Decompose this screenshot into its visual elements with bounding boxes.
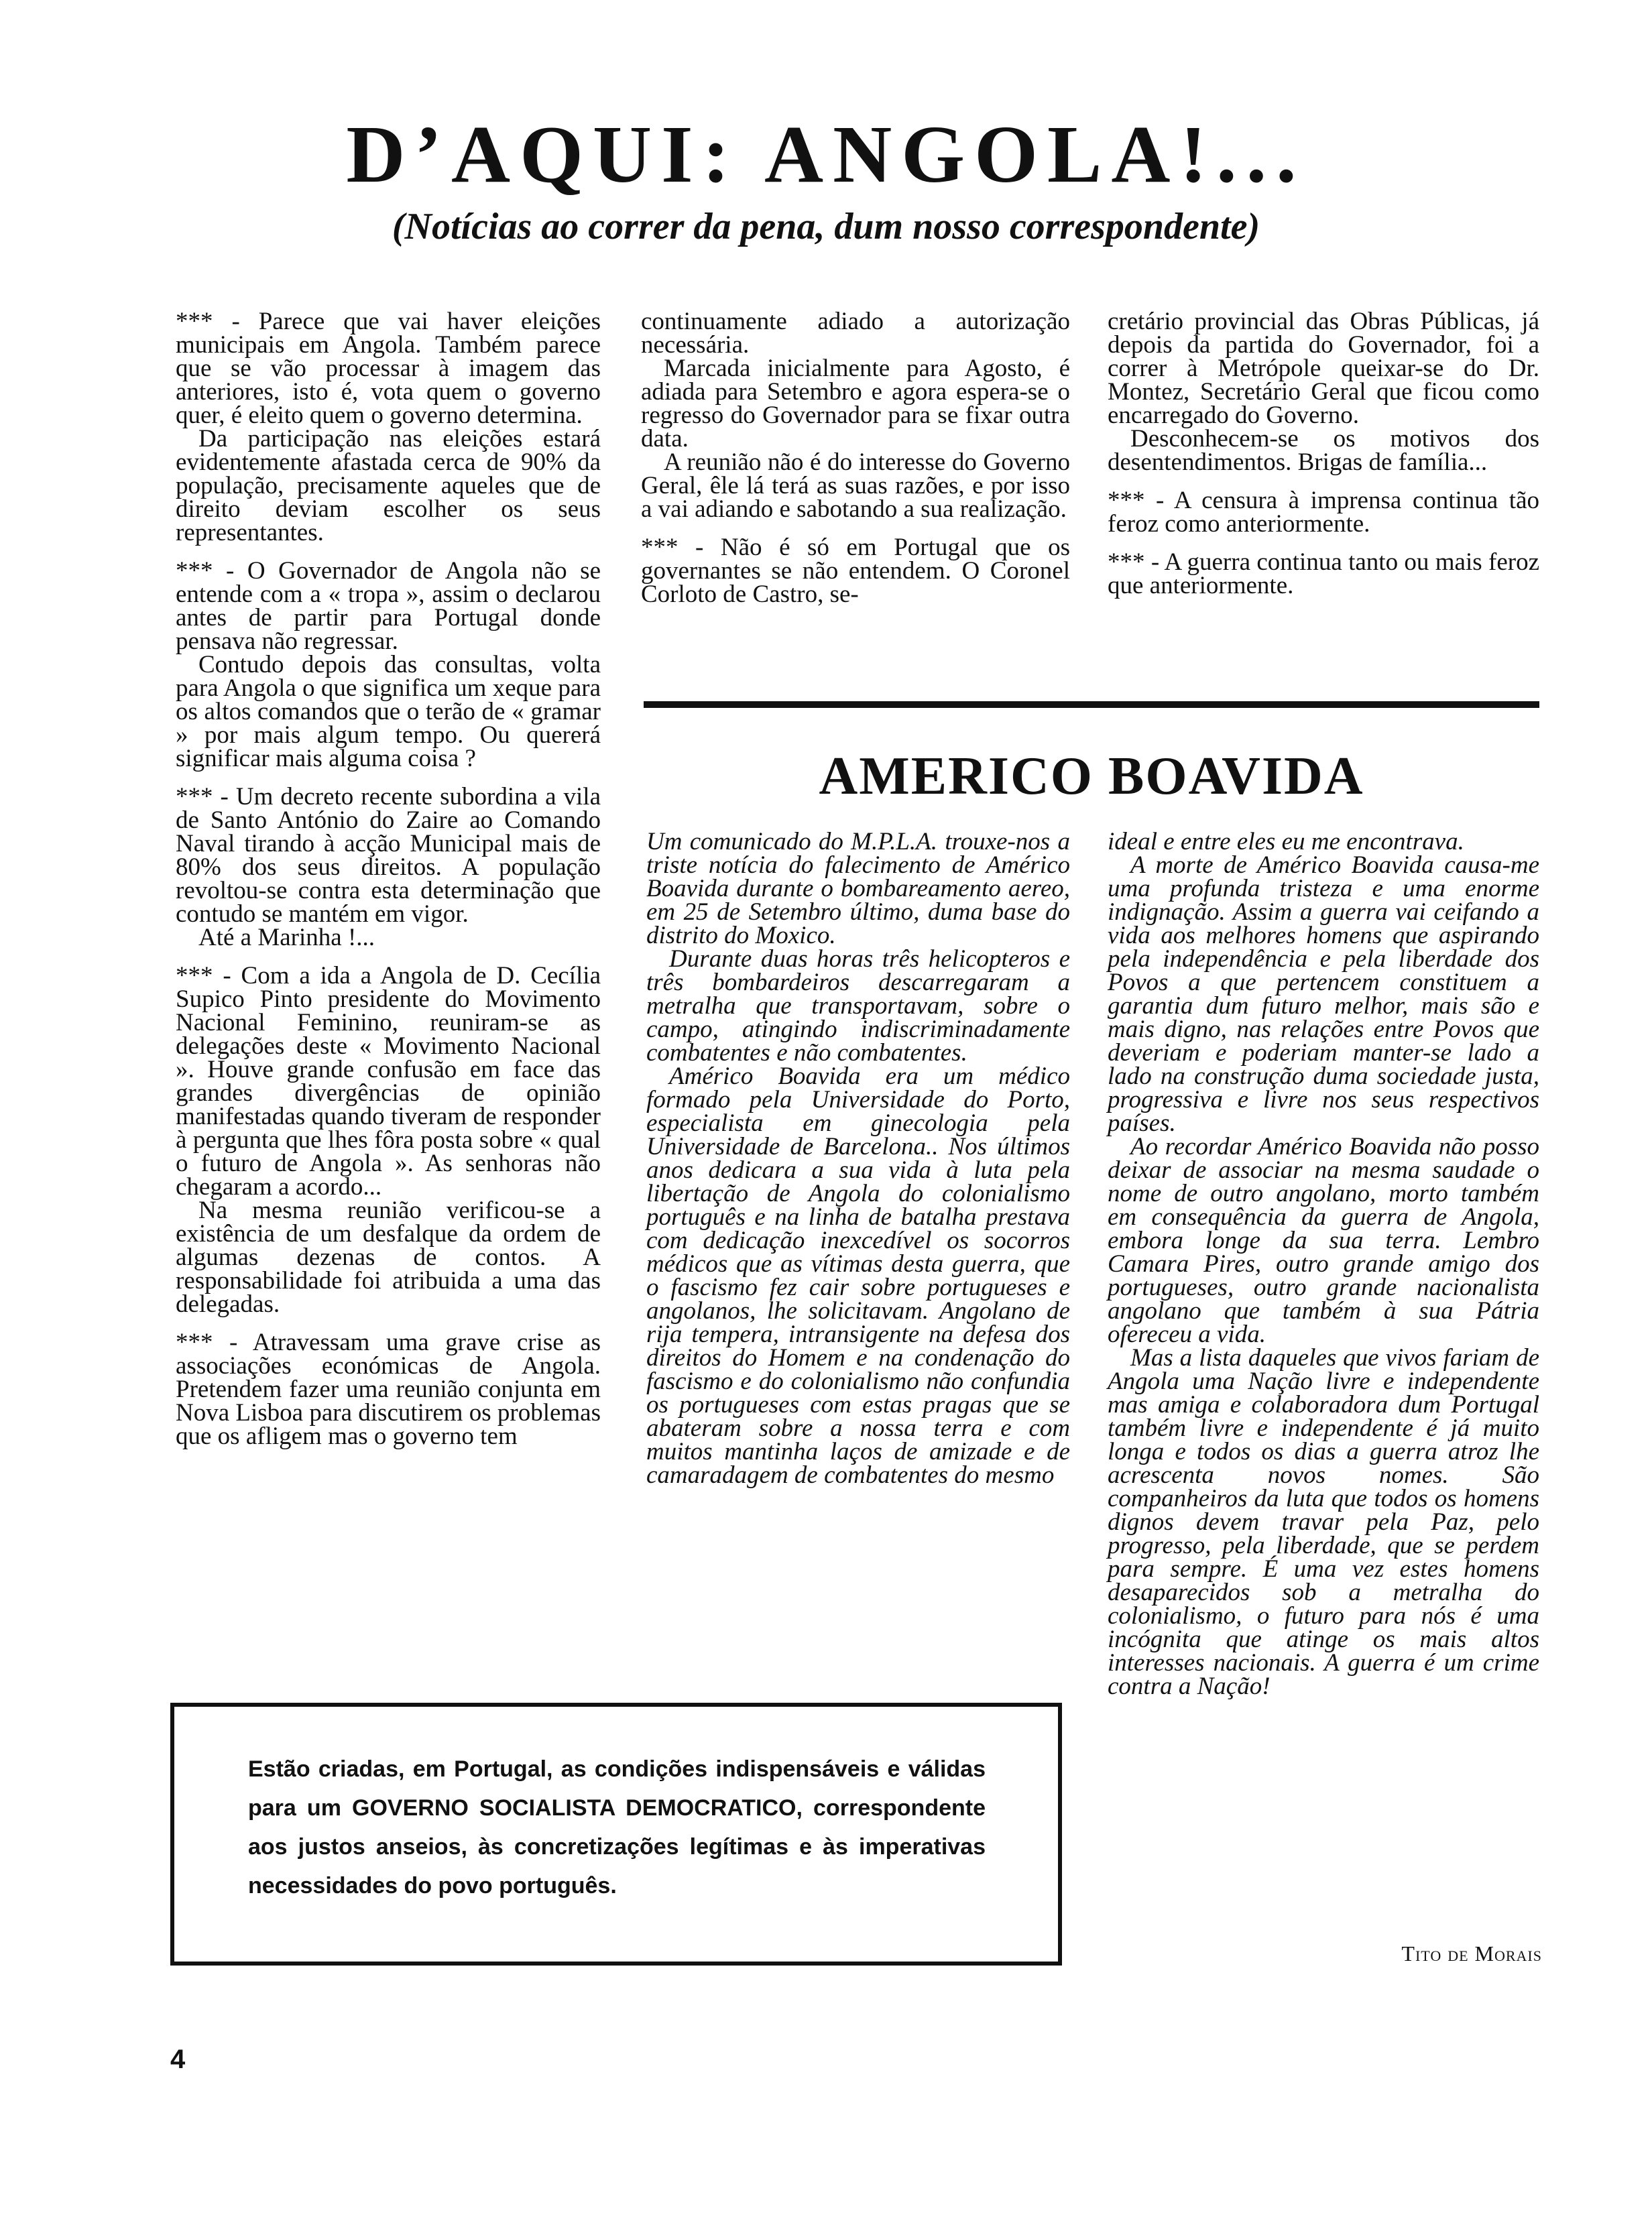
news-paragraph: A reunião não é do interesse do Governo Geral, êle lá terá as suas razões, e por isso a vai adiando e sabotando a sua realização.	[641, 448, 1070, 523]
article-paragraph: ideal e entre eles eu me encontrava.	[1108, 828, 1464, 855]
article-paragraph: Américo Boavida era um médico formado pela Universidade do Porto, especialista em ginecologia pela Universidade de Barcelona.. Nos últimos anos dedicara a sua vida à luta pela libertação de Angola do colonialismo português e na linha de batalha prestava com dedicação inexcedível os socorros médicos que as vítimas desta guerra, que o fascismo fez cair sobre portugueses e angolanos, lhe solicitavam. Angolano de rija tempera, intransigente na defesa dos direitos do Homem e na condenação do fascismo e do colonialismo não confundia os portugueses com estas pragas que se abateram sobre a nossa terra e com muitos mantinha laços de amizade e de camaradagem de combatentes do mesmo	[646, 1063, 1070, 1489]
section-divider	[644, 701, 1539, 708]
article-column-2	[1108, 830, 1539, 1698]
author-signature: Tito de Morais	[1401, 1941, 1542, 1966]
news-paragraph: Até a Marinha !...	[198, 924, 375, 951]
news-paragraph: *** - Não é só em Portugal que os governantes se não entendem. O Coronel Corloto de Castro, se-	[641, 534, 1070, 608]
news-paragraph: *** - A censura à imprensa continua tão feroz como anteriormente.	[1108, 487, 1539, 538]
news-paragraph: *** - Parece que vai haver eleições municipais em Angola. Também parece que se vão processar à imagem das anteriores, isto é, vota quem o governo quer, é eleito quem o governo determina.	[176, 308, 601, 429]
news-paragraph: Marcada inicialmente para Agosto, é adiada para Setembro e agora espera-se o regresso do Governador para se fixar outra data.	[641, 355, 1070, 453]
article-paragraph: Durante duas horas três helicopteros e três bombardeiros descarregaram a metralha que transportavam, sobre o campo, atingindo indiscriminadamente combatentes e não combatentes.	[646, 945, 1070, 1067]
news-paragraph: continuamente adiado a autorização necessária.	[641, 308, 1070, 359]
page-number: 4	[170, 2045, 186, 2074]
article-paragraph: A morte de Américo Boavida causa-me uma profunda tristeza e uma enorme indignação. Assim a guerra vai ceifando a vida aos melhores homens que aspirando pela independência e pela liberdade dos Povos a que pertencem constituem a garantia dum futuro melhor, mais são e mais digno, nas relações entre Povos que deveriam e poderiam manter-se lado a lado na construção duma sociedade justa, progressiva e livre nos seus respectivos países.	[1108, 851, 1539, 1137]
news-paragraph: Na mesma reunião verificou-se a existência de um desfalque da ordem de algumas dezenas de contos. A responsabilidade foi atribuida a uma das delegadas.	[176, 1197, 601, 1318]
boxed-statement	[170, 1703, 1062, 1966]
article-paragraph: Mas a lista daqueles que vivos fariam de Angola uma Nação livre e independente mas amiga e colaboradora dum Portugal também livre e independente é já muito longa e todos os dias a guerra atroz lhe acrescenta novos nomes. São companheiros da luta que todos os homens dignos devem travar pela Paz, pelo progresso, pela liberdade, que se perdem para sempre. É uma vez estes homens desaparecidos sob a metralha do colonialismo, o futuro para nós é uma incógnita que atinge os mais altos interesses nacionais. A guerra é um crime contra a Nação!	[1108, 1344, 1539, 1700]
page-subtitle: (Notícias ao correr da pena, dum nosso correspondente)	[392, 206, 1260, 247]
news-paragraph: *** - O Governador de Angola não se entende com a « tropa », assim o declarou antes de partir para Portugal donde pensava não regressar.	[176, 557, 601, 655]
article-paragraph: Ao recordar Américo Boavida não posso deixar de associar na mesma saudade o nome de outro angolano, morto também em consequência da guerra de Angola, embora longe da sua terra. Lembro Camara Pires, outro grande amigo dos portugueses, outro grande nacionalista angolano que também à sua Pátria ofereceu a vida.	[1108, 1133, 1539, 1348]
news-paragraph: Contudo depois das consultas, volta para Angola o que significa um xeque para os altos comandos que o terão de « gramar » por mais algum tempo. Ou quererá significar mais alguma coisa ?	[176, 651, 601, 772]
news-column-3	[1108, 310, 1539, 597]
news-paragraph: *** - Atravessam uma grave crise as associações económicas de Angola. Pretendem fazer uma reunião conjunta em Nova Lisboa para discutirem os problemas que os afligem mas o governo tem	[176, 1329, 601, 1450]
article-paragraph: Um comunicado do M.P.L.A. trouxe-nos a triste notícia do falecimento de Américo Boavida durante o bombareamento aereo, em 25 de Setembro último, duma base do distrito do Moxico.	[646, 828, 1070, 949]
news-column-2	[641, 310, 1070, 606]
page-title: D’AQUI: ANGOLA!...	[346, 109, 1306, 200]
article-column-1	[646, 830, 1070, 1487]
boxed-statement-text: Estão criadas, em Portugal, as condições indispensáveis e válidas para um GOVERNO SOCIALISTA DEMOCRATICO, correspondente aos justos anseios, às concretizações legítimas e às imperativas necessidades do povo português.	[248, 1756, 986, 1898]
news-paragraph: *** - Com a ida a Angola de D. Cecília Supico Pinto presidente do Movimento Nacional Feminino, reuniram-se as delegações deste « Movimento Nacional ». Houve grande confusão em face das grandes divergências de opinião manifestadas quando tiveram de responder à pergunta que lhes fôra posta sobre « qual o futuro de Angola ». As senhoras não chegaram a acordo...	[176, 962, 601, 1201]
news-column-1	[176, 310, 601, 1448]
article-title: AMERICO BOAVIDA	[819, 747, 1364, 806]
news-paragraph: Da participação nas eleições estará evidentemente afastada cerca de 90% da população, precisamente aqueles que de direito deviam escolher os seus representantes.	[176, 425, 601, 546]
news-paragraph: *** - Um decreto recente subordina a vila de Santo António do Zaire ao Comando Naval tirando à acção Municipal mais de 80% dos seus direitos. A população revoltou-se contra esta determinação que contudo se mantém em vigor.	[176, 783, 601, 928]
news-paragraph: *** - A guerra continua tanto ou mais feroz que anteriormente.	[1108, 548, 1539, 599]
news-paragraph: cretário provincial das Obras Públicas, já depois da partida do Governador, foi a correr à Metrópole queixar-se do Dr. Montez, Secretário Geral que ficou como encarregado do Governo.	[1108, 308, 1539, 429]
news-paragraph: Desconhecem-se os motivos dos desentendimentos. Brigas de família...	[1108, 425, 1539, 476]
